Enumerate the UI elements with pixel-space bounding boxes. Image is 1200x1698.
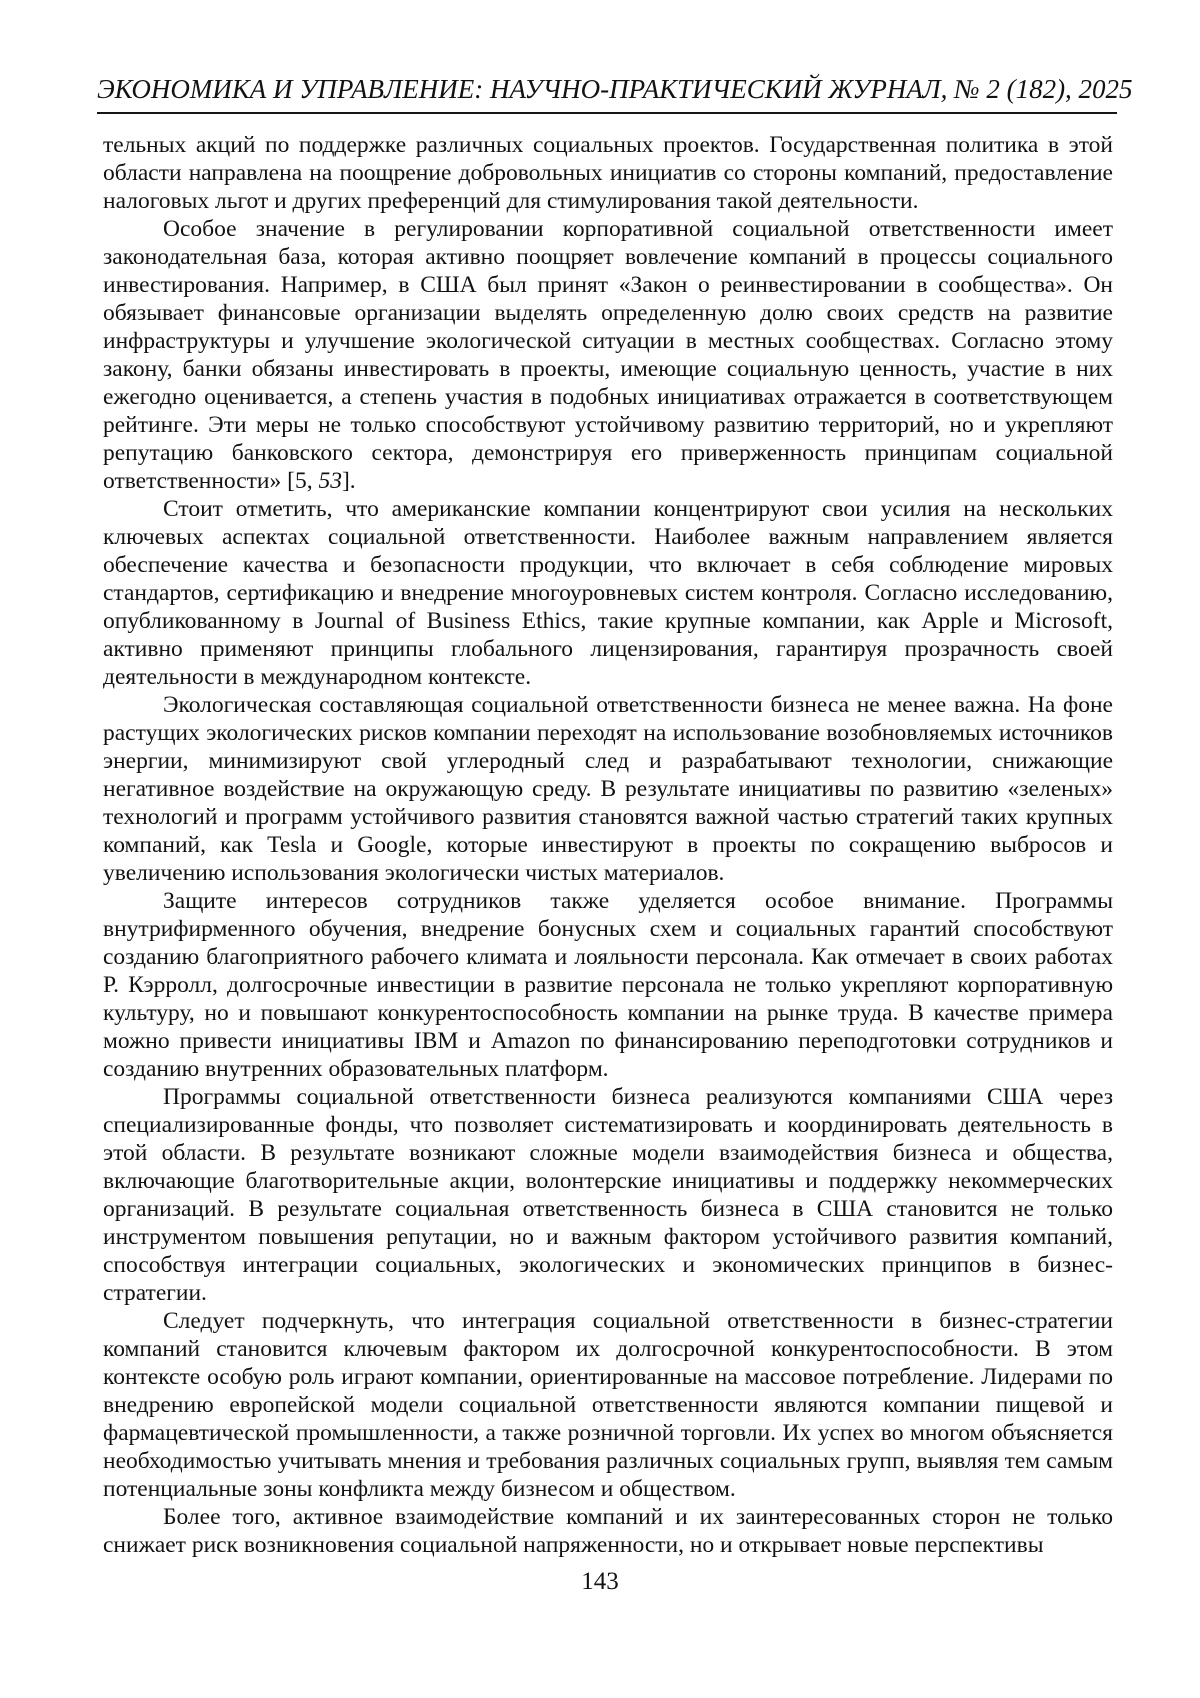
- paragraph: [103, 1083, 1113, 1307]
- paragraph: [103, 1307, 1113, 1503]
- paragraph-text: Следует подчеркнуть, что интеграция социальной ответственности в бизнес-стратегии компаний становится ключевым фактором их долгосрочной конкурентоспособности. В этом контексте особую роль играют компании, ориентированные на массовое потребление. Лидерами по внедрению европейской модели социальной ответственности являются компании пищевой и фармацевтической промышленности, а также розничной торговли. Их успех во многом объясняется необходимостью учитывать мнения и требования различных социальных групп, выявляя тем самым потенциальные зоны конфликта между бизнесом и обществом.: [103, 1308, 1113, 1502]
- paragraph: [103, 215, 1113, 495]
- paragraph: [103, 131, 1113, 215]
- paragraph: [103, 887, 1113, 1083]
- paragraph: [103, 495, 1113, 691]
- paragraph-text: тельных акций по поддержке различных социальных проектов. Государственная политика в этой области направлена на поощрение добровольных инициатив со стороны компаний, предоставление налоговых льгот и других преференций для стимулирования такой деятельности.: [103, 132, 1113, 214]
- journal-header: ЭКОНОМИКА И УПРАВЛЕНИЕ: НАУЧНО-ПРАКТИЧЕСКИЙ ЖУРНАЛ, № 2 (182), 2025: [97, 74, 1117, 114]
- paragraph-text: ].: [341, 468, 356, 494]
- paragraph-text: Более того, активное взаимодействие компаний и их заинтересованных сторон не только снижает риск возникновения социальной напряженности, но и открывает новые перспективы: [103, 1504, 1113, 1558]
- paragraph: [103, 691, 1113, 887]
- paragraph-text: Стоит отметить, что американские компании концентрируют свои усилия на нескольких ключевых аспектах социальной ответственности. Наиболее важным направлением является обеспечение качества и безопасности продукции, что включает в себя соблюдение мировых стандартов, сертификацию и внедрение многоуровневых систем контроля. Согласно исследованию, опубликованному в Journal of Business Ethics, такие крупные компании, как Apple и Microsoft, активно применяют принципы глобального лицензирования, гарантируя прозрачность своей деятельности в международном контексте.: [103, 496, 1113, 690]
- paragraph-text: Экологическая составляющая социальной ответственности бизнеса не менее важна. На фоне растущих экологических рисков компании переходят на использование возобновляемых источников энергии, минимизируют свой углеродный след и разрабатывают технологии, снижающие негативное воздействие на окружающую среду. В результате инициативы по развитию «зеленых» технологий и программ устойчивого развития становятся важной частью стратегий таких крупных компаний, как Tesla и Google, которые инвестируют в проекты по сокращению выбросов и увеличению использования экологически чистых материалов.: [103, 692, 1113, 886]
- page-number: 143: [581, 1568, 619, 1595]
- paragraph-text: Особое значение в регулировании корпоративной социальной ответственности имеет законодательная база, которая активно поощряет вовлечение компаний в процессы социального инвестирования. Например, в США был принят «Закон о реинвестировании в сообщества». Он обязывает финансовые организации выделять определенную долю своих средств на развитие инфраструктуры и улучшение экологической ситуации в местных сообществах. Согласно этому закону, банки обязаны инвестировать в проекты, имеющие социальную ценность, участие в них ежегодно оценивается, а степень участия в подобных инициативах отражается в соответствующем рейтинге. Эти меры не только способствуют устойчивому развитию территорий, но и укрепляют репутацию банковского сектора, демонстрируя его приверженность принципам социальной ответственности» [5,: [103, 216, 1113, 494]
- paragraph-text: Защите интересов сотрудников также уделяется особое внимание. Программы внутрифирменного обучения, внедрение бонусных схем и социальных гарантий способствуют созданию благоприятного рабочего климата и лояльности персонала. Как отмечает в своих работах Р. Кэрролл, долгосрочные инвестиции в развитие персонала не только укрепляют корпоративную культуру, но и повышают конкурентоспособность компании на рынке труда. В качестве примера можно привести инициативы IBM и Amazon по финансированию переподготовки сотрудников и созданию внутренних образовательных платформ.: [103, 888, 1113, 1082]
- citation-page-italic: 53: [318, 468, 342, 494]
- paragraph-text: Программы социальной ответственности бизнеса реализуются компаниями США через специализированные фонды, что позволяет систематизировать и координировать деятельность в этой области. В результате возникают сложные модели взаимодействия бизнеса и общества, включающие благотворительные акции, волонтерские инициативы и поддержку некоммерческих организаций. В результате социальная ответственность бизнеса в США становится не только инструментом повышения репутации, но и важным фактором устойчивого развития компаний, способствуя интеграции социальных, экологических и экономических принципов в бизнес-стратегии.: [103, 1084, 1113, 1306]
- paragraph: [103, 1503, 1113, 1559]
- article-body: [103, 131, 1113, 1559]
